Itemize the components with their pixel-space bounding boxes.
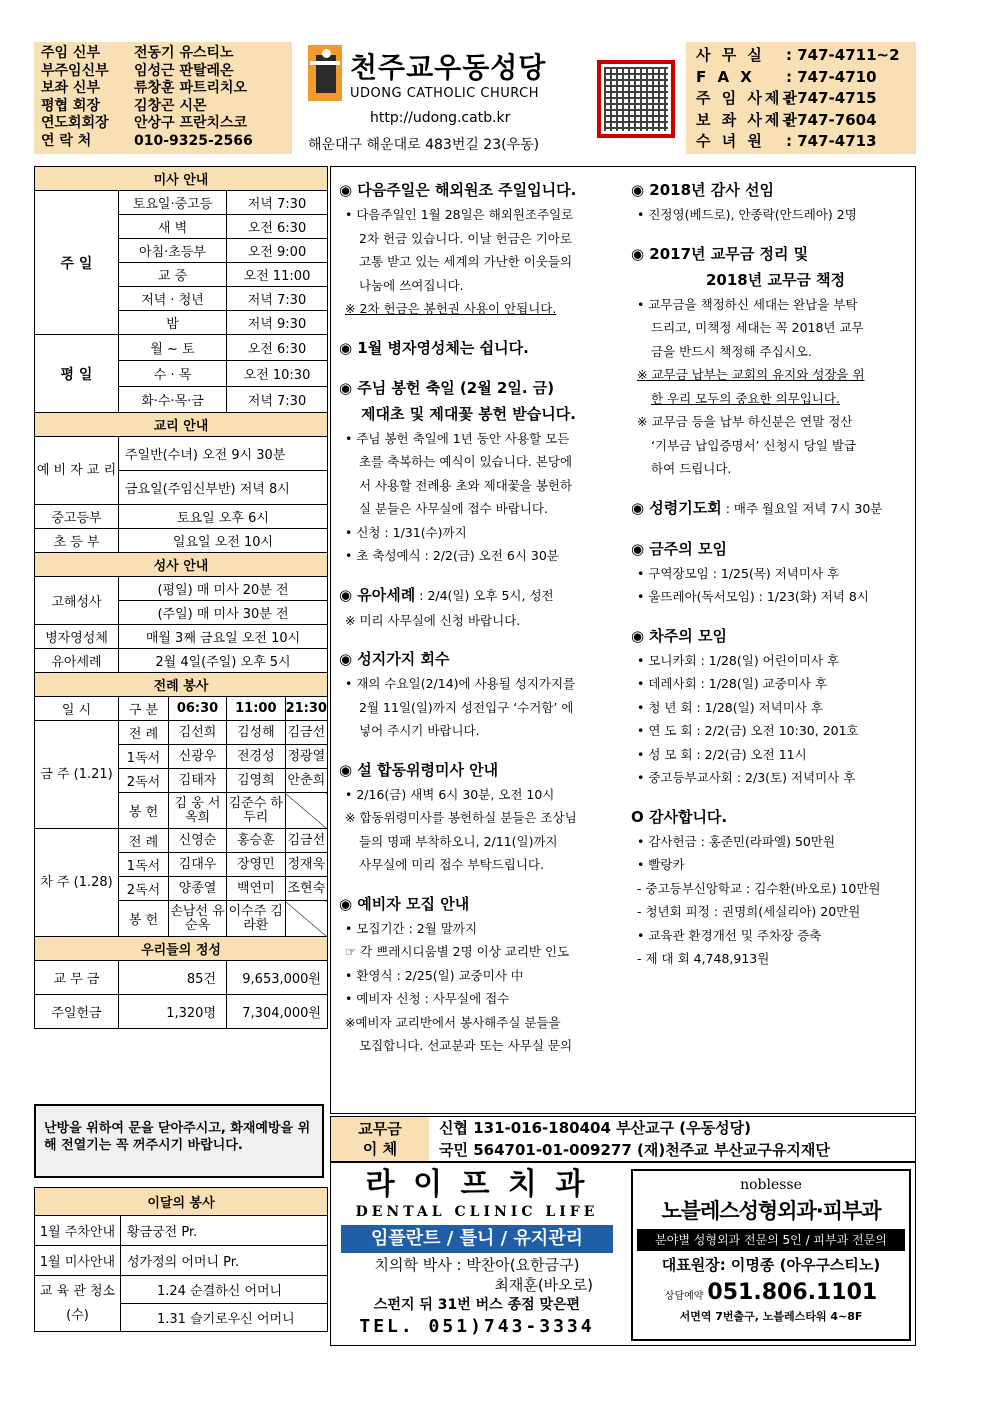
elem-time: 일요일 오전 10시	[119, 529, 328, 553]
liturgy-div: 전 례	[119, 829, 169, 853]
staff-name: 안상구 프란치스코	[134, 115, 248, 131]
news-title	[339, 891, 577, 917]
news-title-text: ◉ 유아세례	[339, 585, 416, 604]
dental-doctor-2: 최재훈(바오로)	[494, 1276, 593, 1294]
staff-row	[41, 80, 285, 98]
news-title-text: ◉ 성지가지 회수	[339, 650, 450, 668]
monthly-label: 1월 주차안내	[35, 1216, 121, 1246]
liturgy-cell: 손남선 유순옥	[169, 901, 227, 937]
staff-row	[41, 115, 285, 133]
news-item	[339, 177, 577, 321]
news-line: • 빨랑카	[637, 857, 685, 872]
mass-time: 오전 10:30	[227, 361, 328, 387]
phone-row	[696, 45, 906, 67]
account-line-kookmin: 국민 564701-01-009277 (재)천주교 부산교구유지재단	[439, 1141, 830, 1159]
dental-sub: DENTAL CLINIC LIFE	[355, 1204, 599, 1220]
mass-who: 화·수·목·금	[119, 387, 227, 413]
ad-dental[interactable]	[337, 1167, 617, 1339]
liturgy-cell: 양종열	[169, 877, 227, 901]
liturgy-week: 차 주 (1.28)	[35, 829, 119, 937]
liturgy-cell: 장영민	[227, 853, 286, 877]
liturgy-cell: 김대우	[169, 853, 227, 877]
sick-label: 병자영성체	[35, 625, 119, 649]
monthly-value: 황금궁전 Pr.	[121, 1216, 328, 1246]
news-line: 하여 드립니다.	[651, 461, 732, 476]
phone-row	[696, 110, 906, 132]
mass-time: 저녁 7:30	[227, 191, 328, 215]
news-line: 금을 반드시 책정해 주십시오.	[651, 343, 812, 359]
news-item	[631, 177, 882, 227]
dental-services: 임플란트 / 틀니 / 유지관리	[341, 1225, 613, 1253]
staff-row	[41, 98, 285, 116]
news-line: 고통 받고 있는 세계의 가난한 이웃들의	[359, 254, 573, 269]
news-line: - 청년회 피정 : 권명희(세실리아) 20만원	[637, 904, 861, 919]
liturgy-div: 1독서	[119, 745, 169, 769]
accounts-label-2: 이 체	[362, 1140, 398, 1158]
mass-time: 오전 11:00	[227, 263, 328, 287]
church-logo-icon	[308, 45, 342, 101]
liturgy-div: 1독서	[119, 853, 169, 877]
news-line: • 모니카회 : 1/28(일) 어린이미사 후	[637, 652, 840, 668]
edu-row: 1.31 슬기로우신 어머니	[121, 1304, 328, 1332]
noblesse-logo: noblesse	[740, 1177, 802, 1193]
phone-number[interactable]: : 747-4711~2	[786, 46, 900, 64]
liturgy-cell: 신영순	[169, 829, 227, 853]
mass-time: 오전 9:00	[227, 239, 328, 263]
sick-time: 매월 3째 금요일 오전 10시	[119, 625, 328, 649]
offering-count: 85건	[119, 961, 227, 995]
sacrament-title: 성사 안내	[35, 553, 328, 577]
news-line: • 성 모 회 : 2/2(금) 오전 11시	[637, 746, 807, 762]
offering-label: 교 무 금	[35, 961, 119, 995]
church-url[interactable]: http://udong.catb.kr	[370, 110, 511, 126]
news-title-text: ◉ 설 합동위령미사 안내	[339, 760, 499, 779]
news-line: • 교무금을 책정하신 세대는 완납을 부탁	[637, 296, 858, 312]
ad-noblesse[interactable]	[631, 1169, 911, 1341]
liturgy-cell	[285, 793, 327, 829]
news-line: 사무실에 미리 접수 부탁드립니다.	[359, 857, 544, 872]
staff-row	[41, 133, 285, 151]
news-item	[631, 495, 882, 522]
qr-code-icon	[597, 60, 675, 138]
news-title-tail: : 매주 월요일 저녁 7시 30분	[721, 500, 883, 516]
news-title	[631, 177, 882, 203]
liturgy-title: 전례 봉사	[35, 673, 328, 697]
mass-who: 밤	[119, 311, 227, 335]
accounts-label	[331, 1117, 429, 1161]
news-line: • 울뜨레아(독서모임) : 1/23(화) 저녁 8시	[637, 589, 869, 604]
news-line: 2월 11일(일)까지 성전입구 ‘수거함’ 에	[359, 699, 574, 715]
liturgy-cell: 김성해	[227, 721, 286, 745]
noblesse-desc: 분야별 성형외과 전문의 5인 / 피부과 전문의	[637, 1229, 905, 1251]
news-title-text: ◉ 주님 봉헌 축일 (2월 2일. 금)	[339, 378, 555, 397]
news-line: • 신청 : 1/31(수)까지	[345, 524, 467, 540]
liturgy-cell: 김영희	[227, 769, 286, 793]
news-item	[339, 335, 577, 361]
phone-label: 사 무 실	[696, 46, 765, 64]
infant-label: 유아세례	[35, 649, 119, 673]
middle-label: 중고등부	[35, 505, 119, 529]
confession-label: 고해성사	[35, 577, 119, 625]
news-title-text: ◉ 예비자 모집 안내	[339, 894, 470, 913]
news-line: ※ 합동위령미사를 봉헌하실 분들은 조상님	[345, 810, 577, 825]
liturgy-cell: 김준수 하두리	[227, 793, 286, 829]
mass-who: 아침·초등부	[119, 239, 227, 263]
accounts-label-1: 교무금	[358, 1120, 402, 1138]
liturgy-time: 06:30	[169, 697, 227, 721]
news-line: • 데레사회 : 1/28(일) 교중미사 후	[637, 676, 828, 691]
liturgy-cell: 김선희	[169, 721, 227, 745]
confession-row: (주일) 매 미사 30분 전	[119, 601, 328, 625]
news-title	[339, 375, 577, 401]
news-title	[339, 177, 577, 203]
phone-label: 보 좌 사제관	[696, 110, 800, 129]
news-title-text: ◉ 차주의 모임	[631, 626, 727, 645]
staff-list	[34, 42, 292, 154]
news-line: • 2/16(금) 새벽 6시 30분, 오전 10시	[345, 786, 555, 802]
news-line: 초를 축복하는 예식이 있습니다. 본당에	[359, 454, 573, 469]
news-title	[339, 646, 577, 672]
news-line: • 교육관 환경개선 및 주차장 증축	[637, 927, 822, 943]
mass-title: 미사 안내	[35, 167, 328, 191]
liturgy-cell: 조현숙	[285, 877, 327, 901]
staff-role: 평협 회장	[41, 97, 100, 114]
news-item	[631, 623, 882, 790]
staff-name: 류창훈 파트리치오	[134, 80, 248, 96]
news-line: ☞ 각 쁘레시디움별 2명 이상 교리반 인도	[345, 944, 570, 959]
news-line: ※ 교무금 납부는 교회의 유지와 성장을 위	[637, 367, 865, 382]
staff-row	[41, 45, 285, 63]
news-item	[631, 241, 882, 481]
church-name: 천주교우동성당	[350, 51, 547, 84]
middle-time: 토요일 오후 6시	[119, 505, 328, 529]
news-line: • 예비자 신청 : 사무실에 접수	[345, 991, 510, 1006]
confession-row: (평일) 매 미사 20분 전	[119, 577, 328, 601]
news-title-text: ◉ 성령기도회	[631, 498, 722, 517]
staff-row	[41, 63, 285, 81]
monthly-service-table	[34, 1187, 328, 1332]
news-title-tail: : 2/4(일) 오후 5시, 성전	[415, 587, 554, 603]
dental-location: 스펀지 뒤 31번 버스 종점 맞은편	[373, 1297, 581, 1313]
dental-name: 라 이 프 치 과	[365, 1167, 589, 1202]
church-address: 해운대구 해운대로 483번길 23(우동)	[308, 137, 540, 153]
liturgy-cell: 홍승훈	[227, 829, 286, 853]
news-line: • 초 축성예식 : 2/2(금) 오전 6시 30분	[345, 548, 559, 563]
liturgy-cell: 정광열	[285, 745, 327, 769]
monthly-title: 이달의 봉사	[35, 1188, 328, 1216]
phone-number[interactable]: : 747-4710	[786, 67, 877, 86]
news-line: • 진정영(베드로), 안종락(안드레아) 2명	[637, 207, 857, 222]
sunday-label: 주 일	[35, 191, 119, 335]
news-line: 들의 명패 부착하오니, 2/11(일)까지	[359, 833, 558, 849]
ad-area	[330, 1162, 916, 1346]
offering-title: 우리들의 정성	[35, 937, 328, 961]
liturgy-cell: 안춘희	[285, 769, 327, 793]
edu-row: 1.24 순결하신 어머니	[121, 1276, 328, 1304]
news-line: ※ 교무금 등을 납부 하신분은 연말 정산	[637, 414, 853, 429]
weekday-label: 평 일	[35, 335, 119, 413]
mass-who: 수 · 목	[119, 361, 227, 387]
news-line: • 재의 수요일(2/14)에 사용될 성지가지를	[345, 676, 576, 691]
edu-label: 교 육 관 청소(수)	[35, 1276, 121, 1332]
news-line: - 제 대 회 4,748,913원	[637, 951, 770, 966]
staff-name: 임성근 판탈레온	[134, 62, 234, 79]
news-title	[631, 241, 882, 267]
news-line: • 모집기간 : 2월 말까지	[345, 920, 478, 936]
staff-name: 전동기 유스티노	[134, 45, 234, 61]
mass-time: 저녁 7:30	[227, 287, 328, 311]
news-title	[631, 495, 882, 522]
mass-time: 오전 6:30	[227, 215, 328, 239]
news-title-text: O 감사합니다.	[631, 807, 728, 826]
news-line: 모집합니다. 선교분과 또는 사무실 문의	[359, 1038, 573, 1053]
staff-name: 김창곤 시몬	[134, 97, 207, 114]
liturgy-cell: 김 웅 서옥희	[169, 793, 227, 829]
noblesse-tel: 051.806.1101	[707, 1280, 878, 1305]
news-title	[339, 335, 577, 361]
news-item	[339, 646, 577, 743]
dental-tel: TEL. 051)743-3334	[359, 1316, 595, 1337]
noblesse-address: 서면역 7번출구, 노블레스타워 4~8F	[679, 1310, 863, 1323]
mass-who: 저녁 · 청년	[119, 287, 227, 311]
liturgy-week: 금 주 (1.21)	[35, 721, 119, 829]
staff-role: 연 락 처	[41, 132, 92, 149]
offering-amount: 9,653,000원	[227, 961, 328, 995]
infant-time: 2월 4일(주일) 오후 5시	[119, 649, 328, 673]
noblesse-tel-label: 상담예약	[664, 1291, 704, 1302]
liturgy-cell: 김금선	[285, 829, 327, 853]
liturgy-div: 2독서	[119, 769, 169, 793]
news-line: • 중고등부교사회 : 2/3(토) 저녁미사 후	[637, 770, 856, 785]
liturgy-cell	[285, 901, 327, 937]
phone-number[interactable]: : 747-7604	[786, 110, 877, 129]
news-item	[339, 375, 577, 568]
monthly-label: 1월 미사안내	[35, 1246, 121, 1276]
news-line: • 감사헌금 : 홍준민(라파엘) 50만원	[637, 833, 836, 849]
liturgy-div: 2독서	[119, 877, 169, 901]
liturgy-time: 11:00	[227, 697, 286, 721]
news-title-text: ◉ 1월 병자영성체는 쉽니다.	[339, 338, 529, 357]
news-title-text: ◉ 금주의 모임	[631, 539, 727, 558]
news-line: • 구역장모임 : 1/25(목) 저녁미사 후	[637, 565, 840, 581]
news-title	[631, 804, 882, 830]
liturgy-h-div: 구 분	[119, 697, 169, 721]
mass-time: 저녁 9:30	[227, 311, 328, 335]
staff-role: 보좌 신부	[41, 80, 100, 96]
news-line: - 중고등부신앙학교 : 김수환(바오로) 10만원	[637, 880, 881, 896]
news-title-text: ◉ 다음주일은 해외원조 주일입니다.	[339, 181, 577, 199]
news-title-text: ◉ 2018년 감사 선임	[631, 181, 774, 199]
news-line: • 청 년 회 : 1/28(일) 저녁미사 후	[637, 699, 823, 715]
liturgy-h-date: 일 시	[35, 697, 119, 721]
doctrine-row: 금요일(주임신부반) 저녁 8시	[119, 471, 328, 505]
liturgy-div: 전 례	[119, 721, 169, 745]
news-title-2: 2018년 교무금 책정	[706, 270, 846, 289]
liturgy-time: 21:30	[285, 697, 327, 721]
phone-label: 주 임 사제관	[696, 89, 800, 107]
news-right-column	[631, 177, 882, 971]
news-line: • 연 도 회 : 2/2(금) 오전 10:30, 201호	[637, 723, 859, 738]
news-line: 2차 헌금 있습니다. 이날 헌금은 기아로	[359, 230, 572, 246]
staff-name: 010-9325-2566	[134, 132, 253, 149]
liturgy-cell: 백연미	[227, 877, 286, 901]
mass-who: 새 벽	[119, 215, 227, 239]
news-line: 나눔에 쓰여집니다.	[359, 277, 464, 293]
news-item	[339, 891, 577, 1058]
phone-label: F A X	[696, 67, 755, 86]
news-line: ※ 2차 헌금은 봉헌권 사용이 안됩니다.	[345, 301, 557, 316]
phone-number[interactable]: : 747-4715	[786, 89, 877, 107]
offering-count: 1,320명	[119, 995, 227, 1029]
phone-row	[696, 67, 906, 89]
news-line: ‘기부금 납입증명서’ 신청시 당일 발급	[651, 437, 856, 453]
catechumen-label: 예 비 자 교 리	[35, 437, 119, 505]
news-line: 넣어 주시기 바랍니다.	[359, 723, 480, 738]
news-line: • 다음주일인 1월 28일은 해외원조주일로	[345, 207, 574, 222]
doctrine-row: 주일반(수녀) 오전 9시 30분	[119, 437, 328, 471]
news-left-column	[339, 177, 577, 1058]
offering-label: 주일헌금	[35, 995, 119, 1029]
phone-list	[686, 42, 916, 154]
dental-doctor-1: 치의학 박사 : 박찬아(요한금구)	[374, 1256, 580, 1274]
news-title-2: 제대초 및 제대꽃 봉헌 받습니다.	[361, 404, 576, 423]
mass-who: 월 ~ 토	[119, 335, 227, 361]
liturgy-cell: 김금선	[285, 721, 327, 745]
staff-role: 부주임신부	[41, 62, 109, 79]
staff-role: 연도회회장	[41, 115, 109, 131]
liturgy-cell: 신광우	[169, 745, 227, 769]
staff-role: 주임 신부	[41, 45, 100, 61]
news-item	[339, 757, 577, 877]
news-title	[339, 582, 577, 609]
news-line: ※예비자 교리반에서 봉사해주실 분들을	[345, 1014, 561, 1030]
noblesse-tel-row	[633, 1277, 909, 1309]
news-title	[339, 757, 577, 783]
heating-notice: 난방을 위하여 문을 닫아주시고, 화재예방을 위해 전열기는 꼭 꺼주시기 바랍니다.	[34, 1104, 324, 1178]
church-name-en: UDONG CATHOLIC CHURCH	[350, 86, 539, 101]
liturgy-div: 봉 헌	[119, 793, 169, 829]
phone-number[interactable]: : 747-4713	[786, 132, 877, 150]
accounts-box	[330, 1116, 916, 1162]
mass-who: 토요일·중고등	[119, 191, 227, 215]
news-title	[631, 623, 882, 649]
news-line: 서 사용할 전례용 초와 제대꽃을 봉헌하	[359, 477, 573, 493]
monthly-value: 성가정의 어머니 Pr.	[121, 1246, 328, 1276]
news-item	[339, 582, 577, 633]
news-item	[631, 804, 882, 971]
noblesse-name: 노블레스성형외과·피부과	[661, 1199, 881, 1223]
news-area	[330, 166, 916, 1114]
news-line: • 주님 봉헌 축일에 1년 동안 사용할 모든	[345, 430, 570, 446]
liturgy-cell: 정재욱	[285, 853, 327, 877]
offering-amount: 7,304,000원	[227, 995, 328, 1029]
mass-who: 교 중	[119, 263, 227, 287]
news-line: ※ 미리 사무실에 신청 바랍니다.	[345, 612, 521, 628]
liturgy-cell: 이수주 김라환	[227, 901, 286, 937]
account-line-shinhyup: 신협 131-016-180404 부산교구 (우동성당)	[439, 1119, 751, 1137]
schedule-tables	[34, 166, 328, 1029]
mass-time: 저녁 7:30	[227, 387, 328, 413]
liturgy-cell: 전경성	[227, 745, 286, 769]
news-line: • 환영식 : 2/25(일) 교중미사 中	[345, 967, 524, 983]
doctrine-title: 교리 안내	[35, 413, 328, 437]
news-line: 드리고, 미책정 세대는 꼭 2018년 교무	[651, 320, 864, 335]
noblesse-director: 대표원장: 이명종 (아우구스티노)	[661, 1256, 881, 1274]
news-line: 실 분들은 사무실에 접수 바랍니다.	[359, 501, 548, 516]
elem-label: 초 등 부	[35, 529, 119, 553]
news-item	[631, 536, 882, 609]
news-title-text: ◉ 2017년 교무금 정리 및	[631, 244, 809, 263]
liturgy-div: 봉 헌	[119, 901, 169, 937]
phone-label: 수 녀 원	[696, 132, 765, 150]
news-line: 한 우리 모두의 중요한 의무입니다.	[651, 390, 840, 406]
liturgy-cell: 김태자	[169, 769, 227, 793]
news-title	[631, 536, 882, 562]
account-lines	[439, 1117, 830, 1161]
phone-row	[696, 88, 906, 110]
mass-time: 오전 6:30	[227, 335, 328, 361]
phone-row	[696, 131, 906, 153]
